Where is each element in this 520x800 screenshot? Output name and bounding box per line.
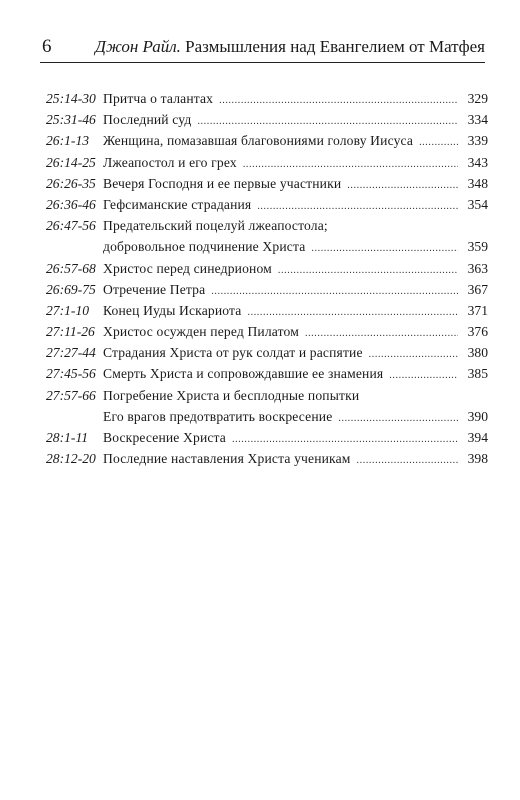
toc-entry [103, 385, 488, 406]
toc-ref: 27:11-26 [46, 324, 95, 340]
toc-page: 394 [467, 430, 488, 445]
toc-row [46, 448, 488, 469]
toc-entry [103, 215, 488, 236]
toc-entry [103, 258, 488, 281]
book-title: Размышления над Евангелием от Матфея [185, 37, 485, 56]
table-of-contents [46, 88, 488, 469]
toc-ref: 26:69-75 [46, 281, 96, 297]
toc-title: Конец Иуды Искариота [103, 302, 242, 318]
toc-ref: 26:36-46 [46, 196, 96, 212]
toc-row [46, 427, 488, 448]
toc-ref: 26:47-56 [46, 218, 96, 234]
toc-title: Предательский поцелуй лжеапостола; [103, 218, 328, 234]
running-header [40, 34, 485, 63]
toc-entry [103, 173, 488, 196]
toc-leader-dots [369, 344, 458, 365]
toc-page: 363 [467, 260, 488, 276]
toc-title: Притча о талантах [103, 91, 214, 106]
toc-row [46, 279, 488, 300]
toc-row [46, 363, 488, 384]
toc-leader-dots [197, 111, 458, 132]
toc-title: Последний суд [103, 112, 192, 128]
toc-page: 376 [467, 324, 488, 340]
toc-row [46, 342, 488, 363]
toc-row [46, 173, 488, 194]
toc-page: 390 [467, 408, 488, 424]
toc-title: Погребение Христа и бесплодные попытки [103, 387, 360, 403]
toc-title: Последние наставления Христа ученикам [103, 451, 351, 467]
toc-entry [103, 152, 488, 175]
toc-page: 398 [467, 451, 488, 467]
toc-row [46, 194, 488, 215]
toc-leader-dots [419, 132, 458, 153]
toc-page: 354 [467, 196, 488, 212]
toc-leader-dots [311, 238, 458, 259]
toc-ref: 27:1-10 [46, 302, 90, 318]
toc-ref: 25:31-46 [46, 112, 96, 128]
toc-leader-dots [248, 302, 459, 323]
toc-leader-dots [257, 196, 458, 217]
toc-entry [103, 448, 488, 471]
toc-entry [103, 194, 488, 217]
author-name: Джон Райл. [95, 37, 181, 56]
toc-ref: 28:12-20 [46, 451, 96, 467]
toc-leader-dots [232, 429, 458, 450]
toc-row [46, 109, 488, 130]
page-number: 6 [42, 36, 52, 57]
toc-page: 343 [467, 154, 488, 170]
toc-entry [103, 236, 488, 259]
toc-entry [103, 363, 488, 386]
toc-page: 339 [467, 133, 488, 149]
toc-ref: 25:14-30 [46, 91, 96, 106]
toc-row [46, 130, 488, 151]
toc-title: Гефсиманские страдания [103, 196, 252, 212]
toc-ref: 26:26-35 [46, 175, 96, 191]
toc-page: 348 [467, 175, 488, 191]
toc-title: Воскресение Христа [103, 430, 226, 445]
toc-title-continuation: Его врагов предотвратить воскресение [103, 408, 333, 424]
toc-ref: 27:27-44 [46, 345, 96, 361]
toc-entry [103, 406, 488, 429]
toc-page: 359 [467, 239, 488, 255]
toc-row [46, 215, 488, 236]
toc-title: Женщина, помазавшая благовониями голову Иисуса [103, 133, 414, 149]
toc-entry [103, 109, 488, 132]
toc-entry [103, 321, 488, 344]
toc-entry [103, 300, 488, 323]
toc-ref: 28:1-11 [46, 430, 89, 445]
toc-row [46, 152, 488, 173]
toc-leader-dots [338, 408, 458, 429]
toc-leader-dots [305, 323, 458, 344]
toc-entry [103, 279, 488, 302]
toc-ref: 26:1-13 [46, 133, 90, 149]
toc-page: 329 [467, 91, 488, 106]
toc-title: Христос осужден перед Пилатом [103, 324, 299, 340]
toc-entry [103, 130, 488, 153]
toc-row-continuation [46, 406, 488, 427]
toc-row [46, 321, 488, 342]
toc-entry [103, 342, 488, 365]
toc-leader-dots [347, 175, 458, 196]
toc-leader-dots [243, 154, 458, 175]
toc-ref: 26:14-25 [46, 154, 96, 170]
toc-row [46, 258, 488, 279]
toc-row [46, 385, 488, 406]
toc-leader-dots [211, 281, 458, 302]
toc-title: Христос перед синедрионом [103, 260, 272, 276]
toc-title: Лжеапостол и его грех [103, 154, 237, 170]
toc-row [46, 88, 488, 109]
toc-ref: 27:57-66 [46, 387, 96, 403]
running-title [95, 37, 485, 57]
toc-title: Страдания Христа от рук солдат и распятие [103, 345, 363, 361]
toc-ref: 26:57-68 [46, 260, 96, 276]
toc-page: 334 [467, 112, 488, 128]
toc-page: 371 [467, 302, 488, 318]
toc-title: Смерть Христа и сопровождавшие ее знамения [103, 366, 384, 382]
toc-title: Отречение Петра [103, 281, 206, 297]
toc-row [46, 300, 488, 321]
toc-leader-dots [219, 90, 458, 111]
toc-leader-dots [357, 450, 458, 471]
toc-page: 367 [467, 281, 488, 297]
toc-page: 380 [467, 345, 488, 361]
toc-entry [103, 88, 488, 111]
toc-ref: 27:45-56 [46, 366, 96, 382]
toc-entry [103, 427, 488, 450]
toc-leader-dots [389, 365, 458, 386]
toc-title-continuation: добровольное подчинение Христа [103, 239, 306, 255]
toc-page: 385 [467, 366, 488, 382]
toc-leader-dots [278, 260, 458, 281]
toc-title: Вечеря Господня и ее первые участники [103, 175, 342, 191]
toc-row-continuation [46, 236, 488, 257]
